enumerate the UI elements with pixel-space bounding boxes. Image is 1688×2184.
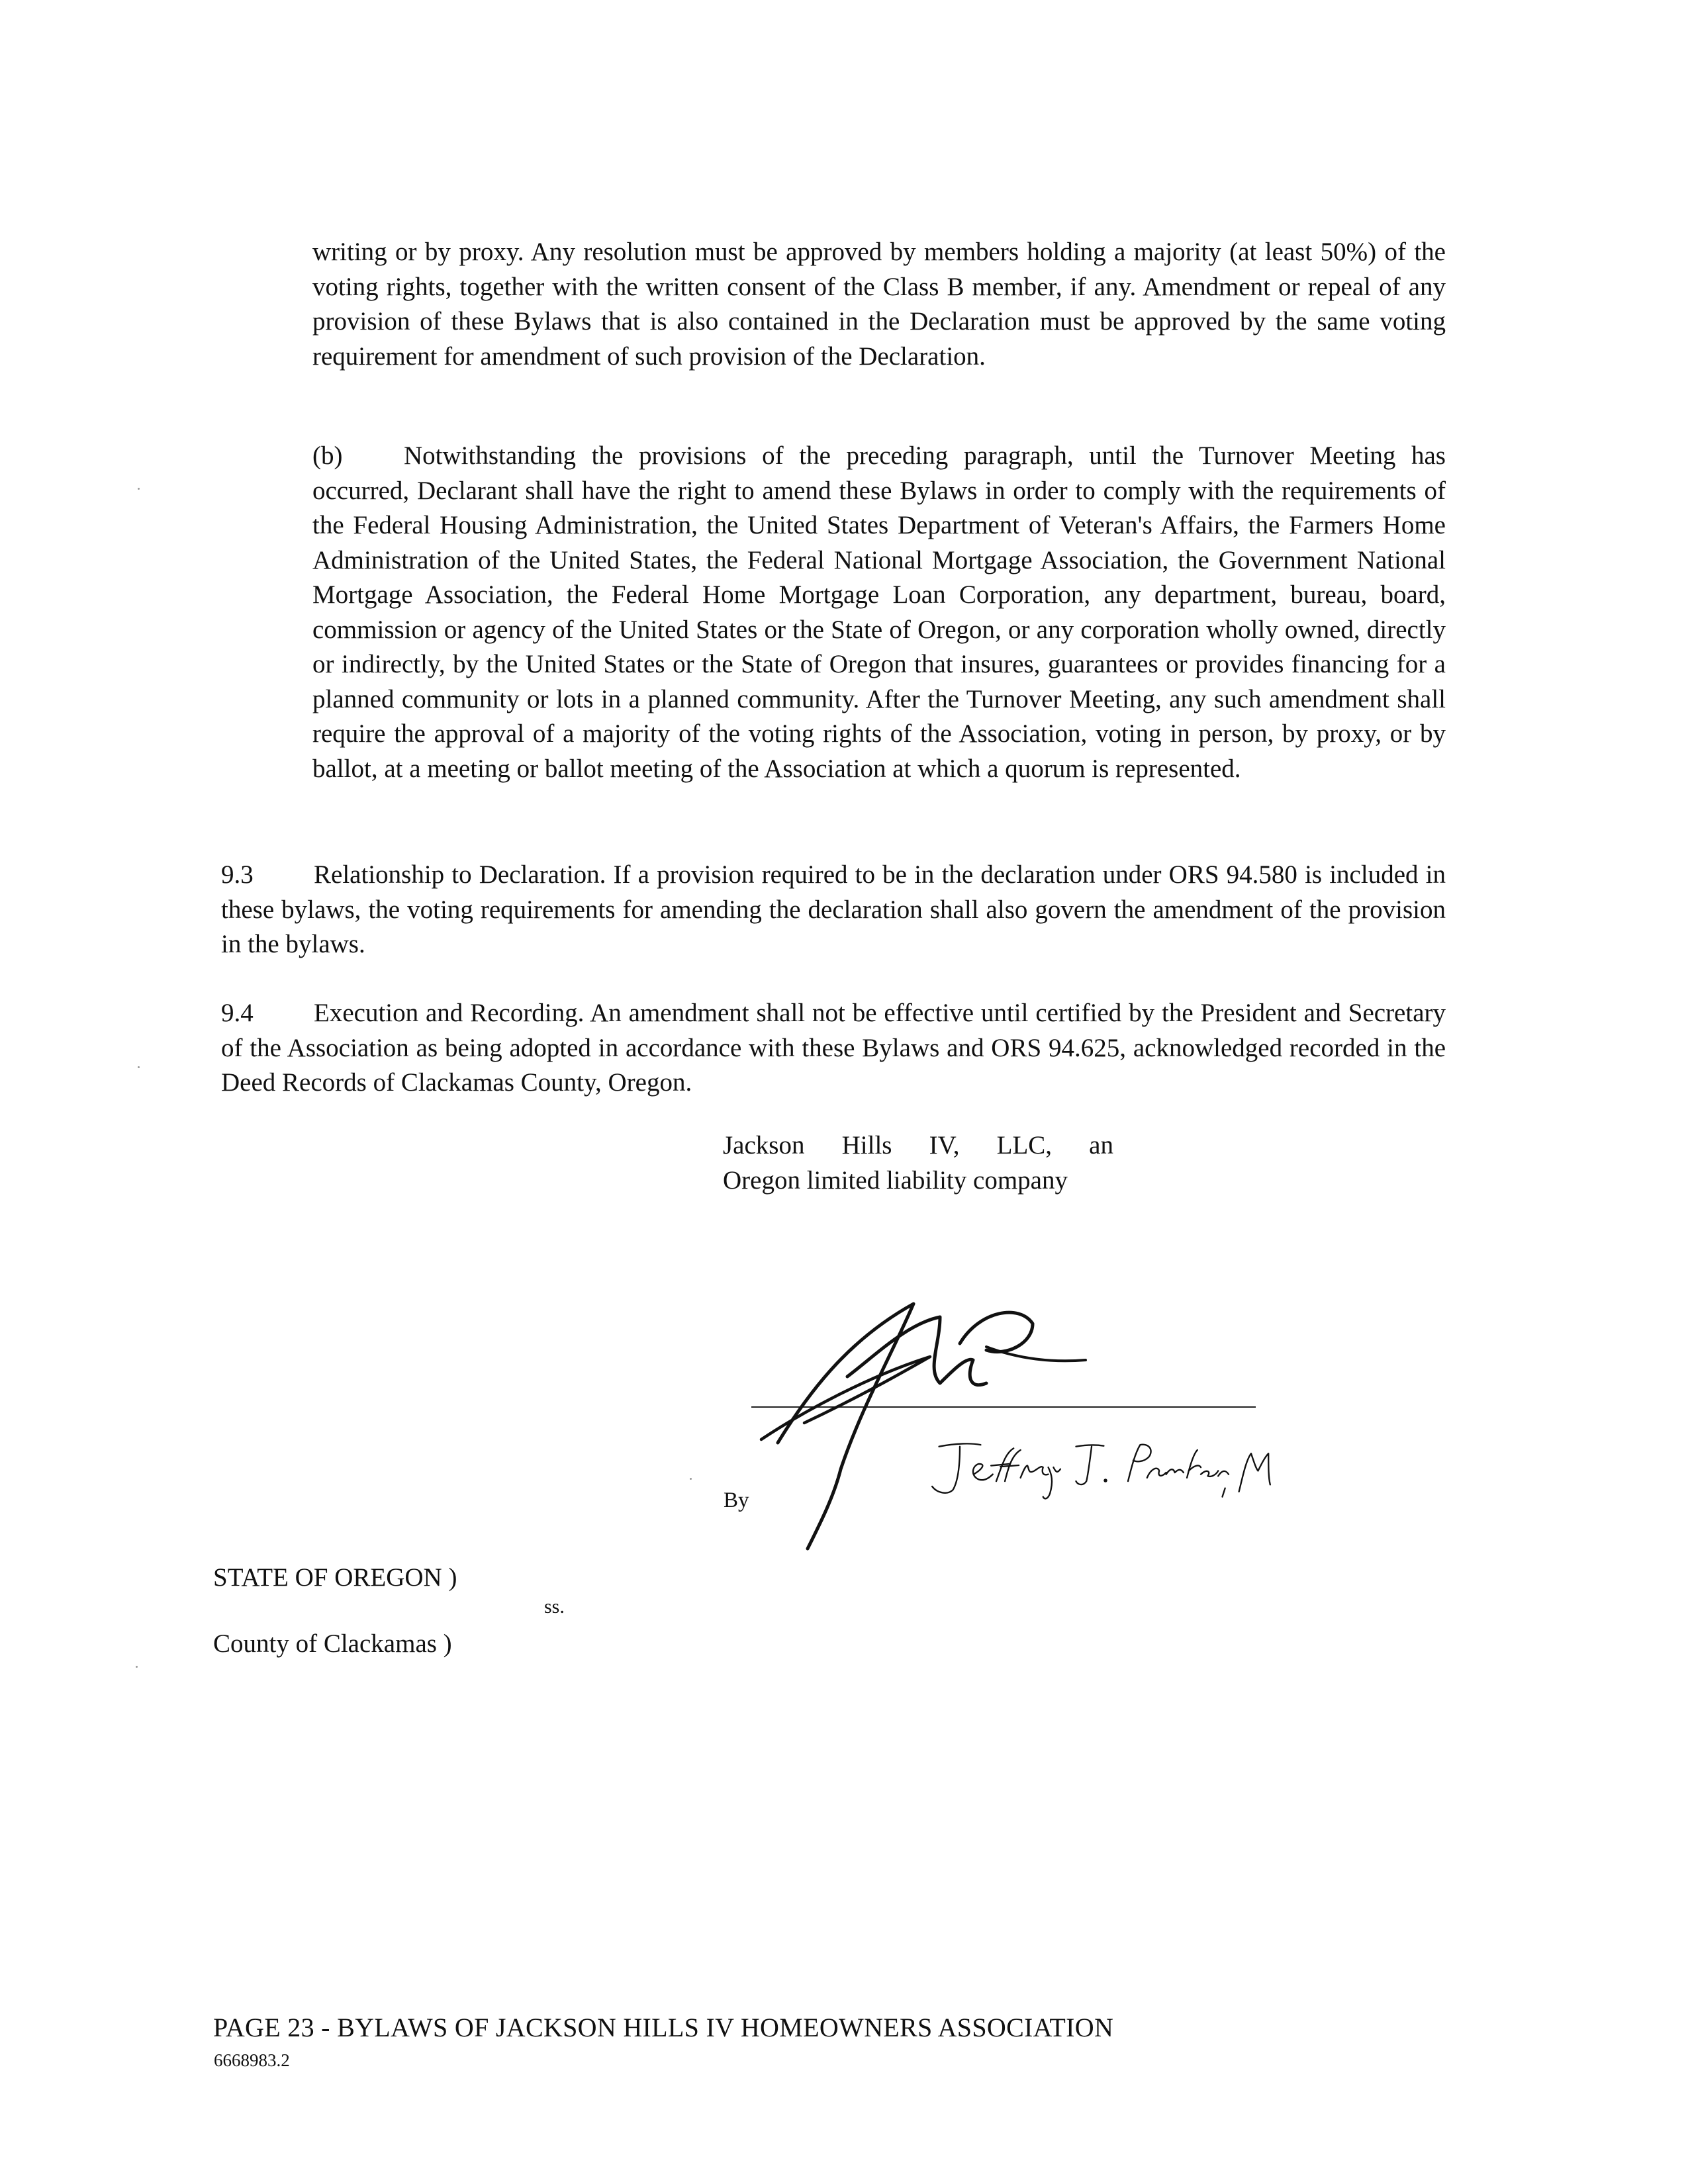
footer-doc-code: 6668983.2 [214,2050,290,2070]
venue-county: County of Clackamas ) [213,1629,452,1658]
company-name-line: Jackson Hills IV, LLC, an [723,1131,1113,1160]
signatory-company [723,1128,1113,1198]
by-label: By [724,1488,749,1512]
section-9-3 [221,858,1446,962]
section-9-4 [221,996,1446,1101]
section-9-4-text: Execution and Recording. An amendment shall not be effective until certified by the President and Secretary of the Association as being adopted in accordance with these Bylaws and ORS 94.625, acknowledged recorded in the Deed Records of Clackamas County, Oregon. [221,999,1446,1097]
paragraph-continuation [312,235,1446,374]
scan-speck [136,1666,138,1668]
venue-ss: ss. [544,1596,565,1617]
scan-speck [690,1478,692,1480]
paragraph-b-text: Notwithstanding the provisions of the preceding paragraph, until the Turnover Meeting has occurred, Declarant shall have the right to amend these Bylaws in order to comply with the requirements of the Federal Housing Administration, the United States Department of Veteran's Affairs, the Farmers Home Administration of the United States, the Federal National Mortgage Association, the Government National Mortgage Association, the Federal Home Mortgage Loan Corporation, any department, bureau, board, commission or agency of the United States or the State of Oregon, or any corporation wholly owned, directly or indirectly, by the United States or the State of Oregon that insures, guarantees or provides financing for a planned community or lots in a planned community. After the Turnover Meeting, any such amendment shall require the approval of a majority of the voting rights of the Association, voting in person, by proxy, or by ballot, at a meeting or ballot meeting of the Association at which a quorum is represented. [312,441,1446,783]
paragraph-b-label: (b) [312,441,343,470]
scan-speck [138,488,140,490]
venue-state: STATE OF OREGON ) [213,1563,457,1592]
handwritten-name-image [774,1436,1436,1582]
section-9-4-number: 9.4 [221,999,254,1027]
section-9-3-text: Relationship to Declaration. If a provision required to be in the declaration under ORS 94.580 is included in these bylaws, the voting requirements for amending the declaration shall also govern the amendment of the provision in the bylaws. [221,860,1446,958]
paragraph-b [312,439,1446,786]
company-type-line: Oregon limited liability company [723,1165,1068,1195]
footer-title: PAGE 23 - BYLAWS OF JACKSON HILLS IV HOMEOWNERS ASSOCIATION [213,2013,1114,2042]
section-9-3-number: 9.3 [221,860,254,889]
scan-speck [138,1066,140,1068]
paragraph-continuation-text: writing or by proxy. Any resolution must be approved by members holding a majority (at least 50%) of the voting rights, together with the written consent of the Class B member, if any. Amendment or repeal of any provision of these Bylaws that is also contained in the Declaration must be approved by the same voting requirement for amendment of such provision of the Declaration. [312,238,1446,371]
